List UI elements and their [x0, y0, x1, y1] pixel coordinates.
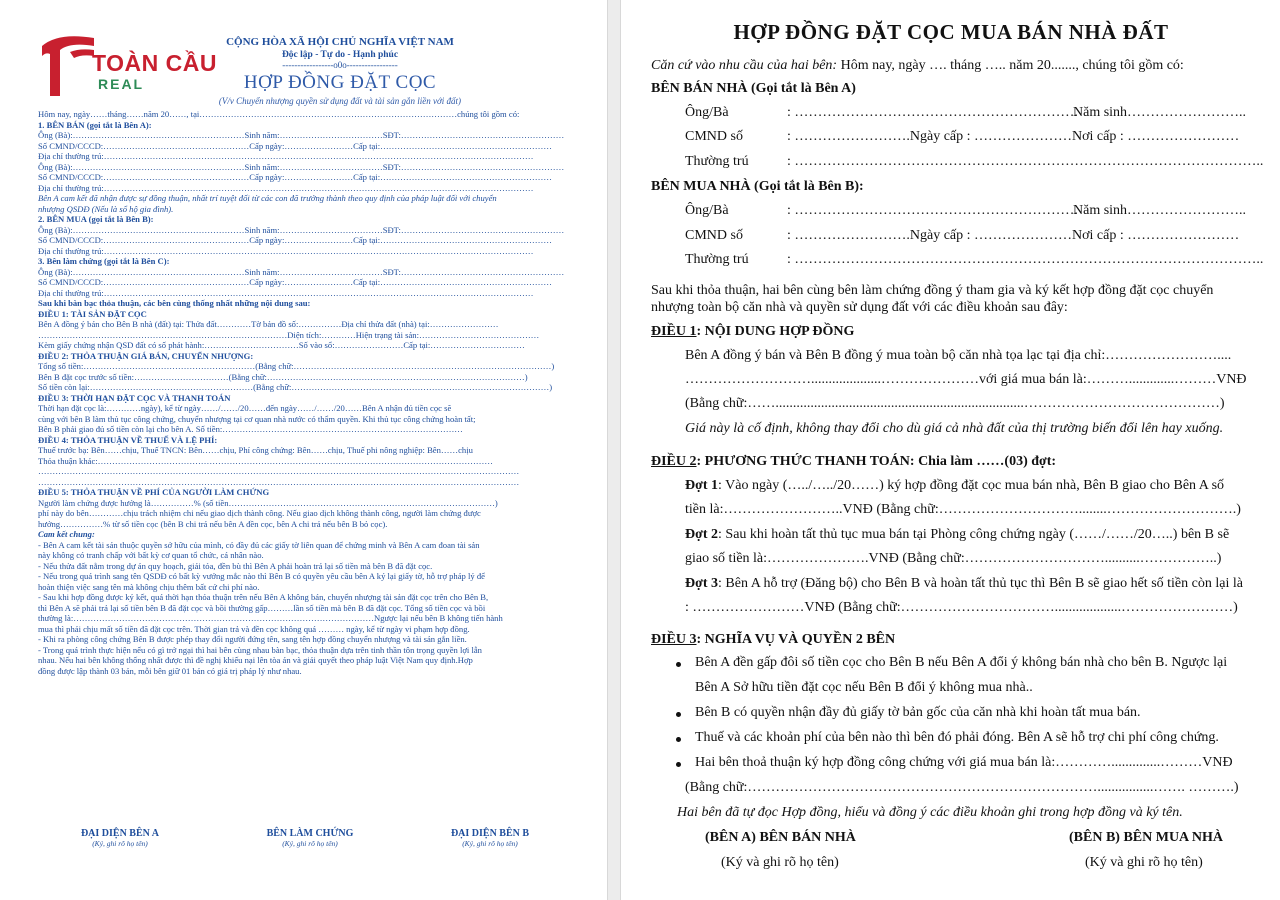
article-2-heading: [651, 454, 1056, 470]
toan-cau-t-logo-icon: [40, 32, 96, 96]
signature-title: BÊN LÀM CHỨNG: [266, 828, 354, 839]
contract-line: Ông (Bà):……………………………………………………Sinh năm:………………………………SĐT:…………………………………………………: [38, 224, 565, 235]
section-heading: ĐIỀU 1: TÀI SẢN ĐẶT CỌC: [38, 308, 147, 319]
bullet-dot-icon: [676, 762, 681, 767]
contract-line: Bên B phải giao đủ số tiền còn lại cho bên A. Số tiền:…………………………………………………………………………: [38, 424, 463, 434]
contract-line: Hôm nay, ngày……tháng……năm 20……, tại………………………………………………………………………………chúng tôi gồm có:: [38, 109, 520, 119]
signature-party-b: [410, 828, 570, 848]
contract-line: ……………………………………………………………………………………………………………………………………………………: [38, 466, 520, 476]
obligation-4-line-2: (Bằng chữ:…………………………………………………………………................……. ……….): [685, 780, 1239, 795]
contract-line: Ông (Bà):……………………………………………………Sinh năm:………………………………SĐT:…………………………………………………: [38, 130, 565, 140]
contract-line: ……………………………………………………………………………Diện tích:…………Hiện trạng tài sản:……………………………………: [38, 329, 540, 340]
payment-2-label: Đợt 2: [685, 527, 719, 542]
article-3-label: ĐIỀU 3: [651, 632, 697, 647]
payment-1-text: : Vào ngày (…../…../20……) ký hợp đồng đặt cọc mua bán nhà, Bên B giao cho Bên A số: [718, 478, 1225, 493]
contract-line: Số tiền còn lại:…………………………………………………(Bằng chữ:………………………………………………………………………………): [38, 382, 553, 392]
contract-line: Ông (Bà):……………………………………………………Sinh năm:………………………………SĐT:…………………………………………………: [38, 266, 565, 277]
obligation-4-line-1: Hai bên thoả thuận ký hợp đồng công chứng với giá mua bán là:…………..............………VNĐ: [695, 755, 1233, 770]
contract-line: Số CMND/CCCD:……………………………………………Cấp ngày:……………………Cấp tại:……………………………………………………: [38, 235, 552, 245]
header-divider: -----------------o0o-----------------: [282, 60, 398, 70]
contract-line: Số CMND/CCCD:……………………………………………Cấp ngày:……………………Cấp tại:……………………………………………………: [38, 277, 552, 287]
section-heading: ĐIỀU 3: THỜI HẠN ĐẶT CỌC VÀ THANH TOÁN: [38, 392, 231, 403]
contract-line: Bên B đặt cọc trước số tiền:……………………………(Bằng chữ:………………………………………………………………………………): [38, 371, 528, 382]
page-gap: [608, 0, 620, 900]
contract-line: - Sau khi hợp đồng được ký kết, quá thời hạn thỏa thuận trên nếu Bên A không bán, chuyển nhượng tài sản đặt cọc trên cho Bên B,: [38, 592, 489, 602]
article-1-line-3: (Bằng chữ:…….......................................................................……………………………………): [685, 396, 1225, 411]
signature-title: ĐẠI DIỆN BÊN A: [80, 828, 160, 839]
signature-title: ĐẠI DIỆN BÊN B: [450, 828, 530, 839]
section-heading: ĐIỀU 2: THỎA THUẬN GIÁ BÁN, CHUYỂN NHƯỢNG:: [38, 350, 254, 361]
buyer-name-label: Ông/Bà: [685, 203, 729, 218]
seller-address-label: Thường trú: [685, 154, 749, 169]
payment-3-text: : Bên A hỗ trợ (Đăng bộ) cho Bên B và hoàn tất thủ tục thì Bên B sẽ giao hết số tiền còn lại là: [718, 576, 1243, 591]
signature-seller-hint: (Ký và ghi rõ họ tên): [721, 855, 839, 870]
national-title: CỘNG HÒA XÃ HỘI CHỦ NGHĨA VIỆT NAM: [226, 36, 454, 48]
intro-rest: Hôm nay, ngày …. tháng ….. năm 20......., chúng tôi gồm có:: [837, 58, 1184, 73]
contract-line: - Bên A cam kết tài sản thuộc quyền sở hữu của mình, có đầy đủ các giấy tờ liên quan để chứng minh và Bên A cam đoan tài sản: [38, 539, 480, 550]
document-title: HỢP ĐỒNG ĐẶT CỌC MUA BÁN NHÀ ĐẤT: [733, 20, 1169, 44]
right-document-page: [620, 0, 1280, 900]
seller-heading: BÊN BÁN NHÀ (Gọi tắt là Bên A): [651, 81, 856, 96]
section-heading: Sau khi bàn bạc thỏa thuận, các bên cùng thống nhất những nội dung sau:: [38, 298, 311, 308]
document-subtitle: (V/v Chuyển nhượng quyền sử dụng đất và tài sản gắn liền với đất): [218, 96, 462, 106]
seller-name-label: Ông/Bà: [685, 105, 729, 120]
contract-line: Số CMND/CCCD:……………………………………………Cấp ngày:……………………Cấp tại:……………………………………………………: [38, 140, 552, 151]
contract-line: Bên A cam kết đã nhận được sự đồng thuận, nhất trí tuyệt đối từ các con đã trưởng thành theo quy định của pháp luật đối với chuyển: [38, 193, 497, 203]
signature-party-a: [40, 828, 200, 848]
contract-line: đồng được lập thành 03 bản, mỗi bên giữ 01 bản có giá trị pháp lý như nhau.: [38, 665, 302, 676]
contract-line: hoàn thiện việc sang tên mà không chịu thêm bất cứ chi phí nào.: [38, 581, 260, 592]
payment-1-label: Đợt 1: [685, 478, 719, 493]
buyer-address-field: : ………………………………………………………………………………………..: [787, 252, 1264, 267]
contract-line: phí này do bên…………chịu trách nhiệm chi nếu giao dịch thành công. Nếu giao dịch không thành công, người làm chứng được: [38, 508, 481, 518]
section-heading: 2. BÊN MUA (gọi tắt là Bên B):: [38, 214, 154, 224]
obligation-1-line-2: Bên A Sở hữu tiền đặt cọc nếu Bên B đổi ý không mua nhà..: [695, 680, 1033, 695]
preamble-line-2: nhượng toàn bộ căn nhà và quyền sử dụng đất với các điều khoản sau đây:: [651, 300, 1068, 315]
payment-3-line-2: : ……………………VNĐ (Bằng chữ:……………………………...................……………………): [685, 600, 1238, 615]
closing-statement: Hai bên đã tự đọc Hợp đồng, hiểu và đồng ý các điều khoản ghi trong hợp đồng và ký tên.: [677, 805, 1183, 820]
contract-line: Bên A đồng ý bán cho Bên B nhà (đất) tại: Thửa đất…………Tờ bản đồ số:……………Địa chỉ thửa đất (nhà) tại:……………………: [38, 319, 499, 329]
payment-2-line-1: [685, 527, 1229, 543]
payment-3-label: Đợt 3: [685, 576, 719, 591]
article-1-title: : NỘI DUNG HỢP ĐỒNG: [696, 324, 855, 339]
payment-2-text: : Sau khi hoàn tất thủ tục mua bán tại Phòng công chứng ngày (……/……/20…..) bên B sẽ: [718, 527, 1230, 542]
seller-id-label: CMND số: [685, 129, 743, 144]
contract-line: Tổng số tiền:……………………………………………………(Bằng chữ:………………………………………………………………………………): [38, 361, 555, 371]
buyer-id-field: : …………………….Ngày cấp : …………………Nơi cấp : ……………………: [787, 228, 1240, 243]
contract-line: thường là:……………………………………………………………………………………………Ngược lại nếu bên B không tiến hành: [38, 613, 503, 623]
contract-line: này không có tranh chấp với bất kỳ cơ quan tổ chức, cá nhân nào.: [38, 550, 264, 560]
left-contract-body: [38, 109, 576, 676]
signature-seller-title: (BÊN A) BÊN BÁN NHÀ: [705, 830, 856, 845]
signature-hint: (Ký, ghi rõ họ tên): [282, 839, 338, 848]
contract-line: Địa chỉ thường trú:……………………………………………………………………………………………………………………………………: [38, 287, 534, 298]
contract-line: - Trong quá trình thực hiện nếu có gì trở ngại thì hai bên cùng nhau bàn bạc, thỏa thuận dựa trên tinh thần tôn trọng quyền lợi lẫn: [38, 644, 482, 655]
document-title: HỢP ĐỒNG ĐẶT CỌC: [243, 72, 437, 93]
intro-line: [651, 58, 1184, 74]
article-1-heading: [651, 324, 854, 340]
section-heading: ĐIỀU 5: THỎA THUẬN VỀ PHÍ CỦA NGƯỜI LÀM CHỨNG: [38, 487, 270, 497]
obligation-2: Bên B có quyền nhận đầy đủ giấy tờ bản gốc của căn nhà khi hoàn tất mua bán.: [695, 705, 1141, 720]
buyer-name-field: : …………………………………………………….: [787, 203, 1078, 218]
logo-name: TOÀN CẦU: [92, 50, 217, 76]
signature-hint: (Ký, ghi rõ họ tên): [92, 839, 148, 848]
article-1-line-1: Bên A đồng ý bán và Bên B đồng ý mua toàn bộ căn nhà tọa lạc tại địa chỉ:……………………....: [685, 348, 1232, 363]
bullet-dot-icon: [676, 712, 681, 717]
signature-witness: [230, 828, 390, 848]
contract-line: mua thì phải chịu mất số tiền đã đặt cọc trên. Thời gian trả và đền cọc không quá ……… ngày, kể từ ngày vi phạm hợp đồng.: [38, 623, 470, 634]
obligation-3: Thuế và các khoản phí của bên nào thì bên đó phải đóng. Bên A sẽ hỗ trợ chi phí công chứng.: [695, 730, 1219, 745]
payment-1-line-1: [685, 478, 1224, 494]
preamble-line-1: Sau khi thỏa thuận, hai bên cùng bên làm chứng đồng ý tham gia và ký kết hợp đồng đặt cọc chuyển: [651, 283, 1214, 298]
contract-line: Thời hạn đặt cọc là:…………ngày), kể từ ngày……/……/20……đến ngày……/……/20……Bên A nhận đủ tiền cọc sẽ: [38, 403, 452, 413]
contract-line: Ông (Bà):……………………………………………………Sinh năm:………………………………SĐT:…………………………………………………: [38, 161, 565, 172]
seller-id-field: : …………………….Ngày cấp : …………………Nơi cấp : ……………………: [787, 129, 1240, 144]
buyer-heading: BÊN MUA NHÀ (Gọi tắt là Bên B):: [651, 179, 864, 194]
contract-line: Địa chỉ thường trú:……………………………………………………………………………………………………………………………………: [38, 151, 534, 161]
logo-sub: REAL: [98, 76, 145, 92]
article-1-note: Giá này là cố định, không thay đổi cho dù giá cả nhà đất của thị trường biến đổi lên hay xuống.: [685, 421, 1224, 436]
bullet-dot-icon: [676, 662, 681, 667]
payment-2-line-2: giao số tiền là:………………….VNĐ (Bằng chữ:…………………………..........……………..): [685, 551, 1222, 566]
contract-line: Số CMND/CCCD:……………………………………………Cấp ngày:……………………Cấp tại:……………………………………………………: [38, 172, 552, 182]
contract-line: Kèm giấy chứng nhận QSD đất có số phát hành:……………………………Số vào sổ:……………………Cấp tại:……………………………: [38, 340, 525, 350]
contract-line: Thuế trước bạ: Bên……chịu, Thuế TNCN: Bên……chịu, Phí công chứng: Bên……chịu, Thuế phi nông nghiệp: Bên……chịu: [38, 445, 473, 455]
contract-line: - Khi ra phòng công chứng Bên B được phép thay đổi người đứng tên, sang tên hợp đồng chuyển nhượng và tài sản gắn liền.: [38, 634, 467, 644]
section-heading: ĐIỀU 4: THỎA THUẬN VỀ THUẾ VÀ LỆ PHÍ:: [38, 434, 218, 445]
article-1-label: ĐIỀU 1: [651, 324, 697, 339]
intro-italic: Căn cứ vào nhu cầu của hai bên:: [651, 58, 838, 73]
section-heading: 1. BÊN BÁN (gọi tắt là Bên A):: [38, 119, 152, 130]
signature-buyer-title: (BÊN B) BÊN MUA NHÀ: [1069, 830, 1224, 845]
contract-line: nhượng QSDĐ (Nếu là sổ hộ gia đình).: [38, 203, 174, 214]
buyer-id-label: CMND số: [685, 228, 743, 243]
buyer-address-label: Thường trú: [685, 252, 749, 267]
seller-name-field: : …………………………………………………….: [787, 105, 1078, 120]
section-heading: 3. Bên làm chứng (gọi tắt là Bên C):: [38, 256, 170, 266]
article-1-line-2: ………………………....................…………………với giá mua bán là:……….............………VNĐ: [685, 372, 1247, 387]
contract-line: hưởng……………% từ số tiền cọc (bên B chi trả nếu bên A đền cọc, bên A chi trả nếu bên B bỏ cọc).: [38, 518, 388, 529]
article-2-title: : PHƯƠNG THỨC THANH TOÁN: Chia làm ……(03) đợt:: [696, 454, 1057, 469]
section-heading: Cam kết chung:: [38, 529, 95, 539]
contract-line: cùng với bên B làm thủ tục công chứng, chuyển nhượng tại cơ quan nhà nước có thẩm quyền. Khi thủ tục công chứng hoàn tất;: [38, 413, 476, 424]
contract-line: Địa chỉ thường trú:……………………………………………………………………………………………………………………………………: [38, 245, 534, 256]
national-motto: Độc lập - Tự do - Hạnh phúc: [281, 50, 399, 60]
contract-line: - Nếu thửa đất nằm trong dự án quy hoạch, giải tỏa, đền bù thì Bên A phải hoàn trả lại số tiền mà bên B đã đặt cọc.: [38, 560, 433, 571]
payment-3-line-1: [685, 576, 1243, 592]
left-document-page: [0, 0, 608, 900]
contract-line: Địa chỉ thường trú:……………………………………………………………………………………………………………………………………: [38, 182, 534, 193]
article-3-title: : NGHĨA VỤ VÀ QUYỀN 2 BÊN: [696, 632, 896, 647]
buyer-birth-field: Năm sinh……………………..: [1073, 203, 1247, 218]
article-3-heading: [651, 632, 895, 648]
contract-line: - Nếu trong quá trình sang tên QSDĐ có bất kỳ vướng mắc nào thì Bên B có quyền yêu cầu bên A ký lại giấy tờ, hỗ trợ pháp lý để: [38, 571, 485, 581]
article-2-label: ĐIỀU 2: [651, 454, 697, 469]
signature-buyer-hint: (Ký và ghi rõ họ tên): [1085, 855, 1203, 870]
obligation-1-line-1: Bên A đền gấp đôi số tiền cọc cho Bên B nếu Bên A đổi ý không bán nhà cho bên B. Ngược lại: [695, 655, 1228, 670]
contract-line: ……………………………………………………………………………………………………………………………………………………: [38, 476, 520, 487]
contract-line: Người làm chứng được hưởng là……………% (số tiền…………………………………………………………………………………): [38, 497, 498, 508]
contract-line: Thỏa thuận khác:…………………………………………………………………………………………………………………………: [38, 455, 493, 466]
contract-line: thì Bên A sẽ phải trả lại số tiền bên B đã đặt cọc và bồi thường gấp………lần số tiền mà bên B đã đặt cọc. Tổng số tiền cọc và bồi: [38, 602, 486, 613]
signature-hint: (Ký, ghi rõ họ tên): [462, 839, 518, 848]
seller-address-field: : ………………………………………………………………………………………..: [787, 154, 1264, 169]
seller-birth-field: Năm sinh……………………..: [1073, 105, 1247, 120]
bullet-dot-icon: [676, 737, 681, 742]
payment-1-line-2: tiền là:……………………..VNĐ (Bằng chữ:…………………………........……………………….): [685, 502, 1241, 517]
contract-line: nhau. Nếu hai bên không thống nhất được thì đề nghị khiếu nại lên tòa án và giải quyết theo pháp luật Việt Nam quy định.Hợp: [38, 655, 473, 665]
